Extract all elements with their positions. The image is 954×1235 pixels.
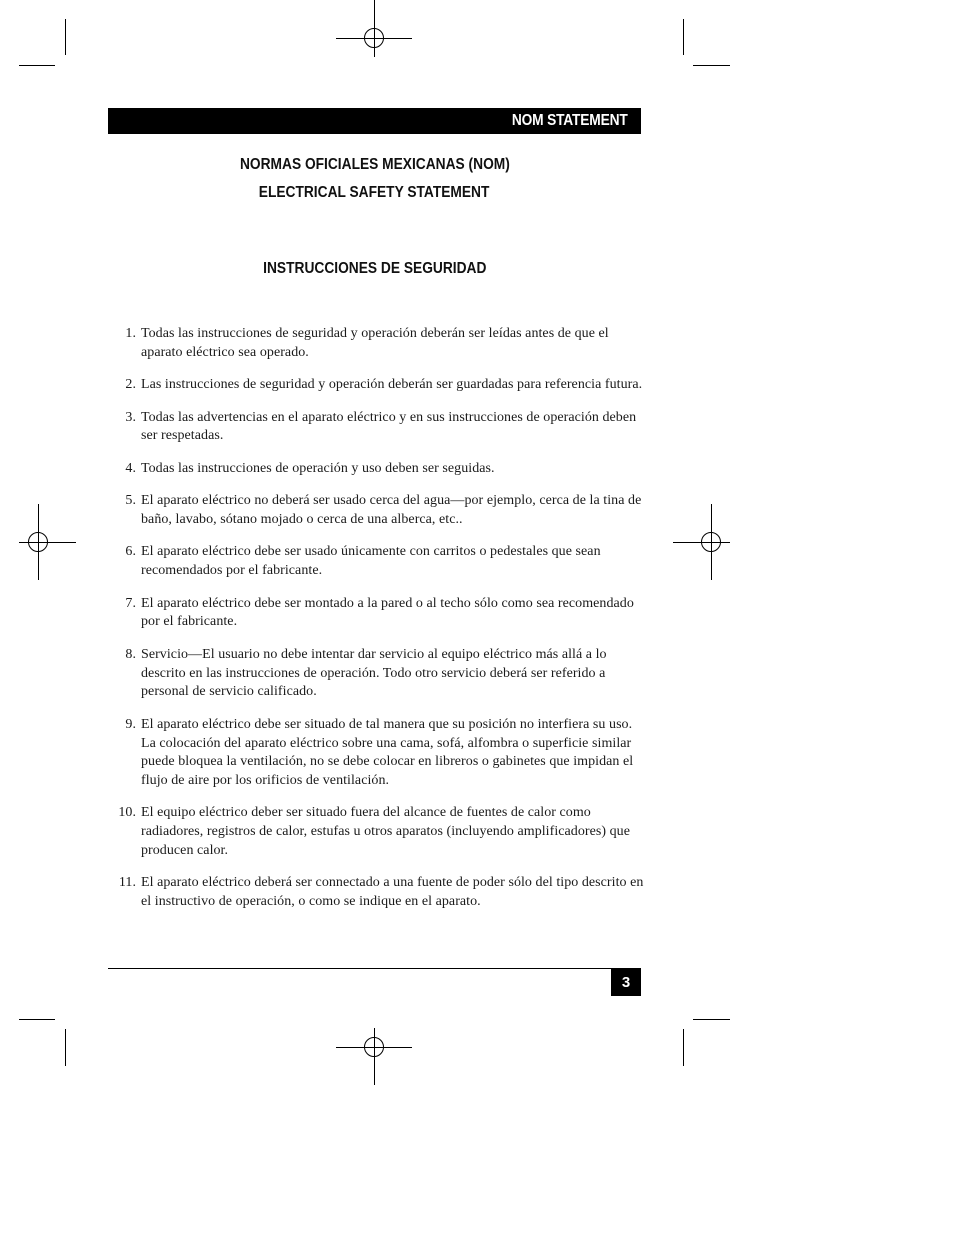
list-item — [108, 595, 648, 633]
crop-mark — [65, 19, 66, 55]
list-item — [108, 543, 648, 581]
crop-mark — [683, 19, 684, 55]
item-number: 11. — [118, 875, 136, 891]
item-text: Servicio—El usuario no debe intentar dar servicio al equipo eléctrico más allá a lo descrito en las instrucciones de operación. Todo otro servicio deberá ser referido a personal de servicio calificado. — [141, 646, 607, 700]
registration-mark-right — [673, 504, 749, 580]
item-text: El equipo eléctrico deber ser situado fuera del alcance de fuentes de calor como radiadores, registros de calor, estufas u otros aparatos (incluyendo amplificadores) que producen calor. — [141, 805, 630, 859]
list-item — [108, 716, 648, 791]
item-text: Todas las advertencias en el aparato eléctrico y en sus instrucciones de operación deben ser respetadas. — [141, 409, 637, 444]
item-number: 5. — [125, 493, 136, 509]
crop-mark — [19, 65, 55, 66]
item-number: 2. — [125, 377, 136, 393]
item-number: 7. — [125, 595, 136, 611]
footer-rule — [108, 968, 641, 969]
item-number: 8. — [125, 646, 136, 662]
section-header-bar — [108, 108, 641, 134]
item-text: Todas las instrucciones de seguridad y operación deberán ser leídas antes de que el aparato eléctrico sea operado. — [141, 326, 609, 360]
section-title: NOM STATEMENT — [512, 112, 628, 129]
list-item — [108, 646, 648, 702]
page-number: 3 — [611, 969, 641, 996]
item-text: El aparato eléctrico deberá ser connectado a una fuente de poder sólo del tipo descrito en el instructivo de operación, o como se indique en el aparato. — [141, 875, 644, 910]
item-text: El aparato eléctrico debe ser usado únicamente con carritos o pedestales que sean recomendados por el fabricante. — [141, 544, 601, 579]
section-subheading: INSTRUCCIONES DE SEGURIDAD — [262, 260, 487, 277]
item-number: 9. — [125, 716, 136, 732]
registration-mark-left — [0, 504, 76, 580]
item-text: Las instrucciones de seguridad y operación deberán ser guardadas para referencia futura. — [141, 377, 643, 393]
list-item — [108, 492, 648, 530]
list-item — [108, 376, 648, 395]
page-title-line-2: ELECTRICAL SAFETY STATEMENT — [259, 184, 490, 201]
registration-mark-bottom — [336, 1009, 412, 1085]
crop-mark — [693, 65, 730, 66]
list-item — [108, 804, 648, 860]
item-number: 3. — [125, 409, 136, 425]
registration-mark-top — [336, 0, 412, 76]
crop-mark — [65, 1029, 66, 1066]
list-item — [108, 409, 648, 447]
item-text: El aparato eléctrico debe ser montado a la pared o al techo sólo como sea recomendado por el fabricante. — [141, 595, 634, 630]
item-number: 4. — [125, 460, 136, 476]
safety-instructions-list — [108, 325, 648, 926]
list-item — [108, 874, 648, 912]
item-text: El aparato eléctrico debe ser situado de tal manera que su posición no interfiera su uso. La colocación del aparato eléctrico sobre una cama, sofá, alfombra o superficie similar puede bloquea la ventilación, no se debe colocar en libreros o gabinetes que impidan el flujo de aire por los orificios de ventilación. — [141, 716, 634, 789]
item-number: 6. — [125, 544, 136, 560]
page-title-line-1: NORMAS OFICIALES MEXICANAS (NOM) — [239, 156, 510, 173]
crop-mark — [19, 1019, 55, 1020]
crop-mark — [693, 1019, 730, 1020]
item-number: 10. — [118, 805, 136, 821]
item-text: El aparato eléctrico no deberá ser usado cerca del agua—por ejemplo, cerca de la tina de baño, lavabo, sótano mojado o cerca de una alberca, etc.. — [141, 493, 642, 527]
list-item — [108, 460, 648, 479]
crop-mark — [683, 1029, 684, 1066]
list-item — [108, 325, 648, 363]
item-number: 1. — [125, 326, 136, 341]
item-text: Todas las instrucciones de operación y uso deben ser seguidas. — [141, 460, 495, 476]
